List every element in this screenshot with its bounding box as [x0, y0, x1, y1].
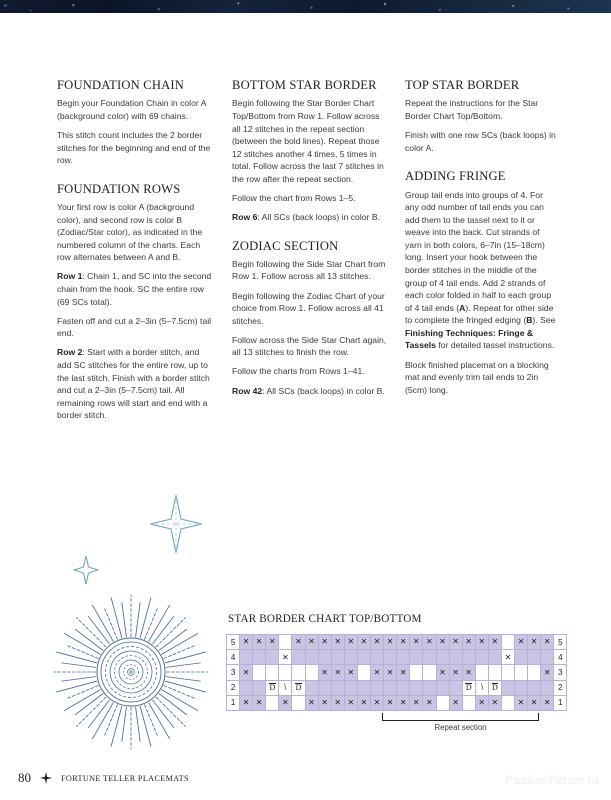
text-column-3 — [405, 78, 557, 403]
paragraph: Follow the charts from Rows 1–41. — [232, 366, 365, 377]
site-watermark: PassionForum.ru — [505, 775, 599, 787]
page-footer — [18, 770, 189, 786]
chart-cell — [436, 650, 449, 665]
chart-cell — [410, 650, 423, 665]
chart-cell: ✕ — [475, 635, 488, 650]
chart-cell — [253, 680, 266, 695]
heading-adding-fringe: ADDING FRINGE — [405, 169, 506, 184]
chart-cell — [488, 650, 501, 665]
chart-cell — [344, 680, 357, 695]
heading-zodiac-section: ZODIAC SECTION — [232, 238, 339, 253]
paragraph-row6: Row 6: All SCs (back loops) in color B. — [232, 211, 380, 222]
chart-cell: ✕ — [541, 695, 554, 710]
chart-cell: ✕ — [384, 695, 397, 710]
chart-cell: ✕ — [501, 650, 514, 665]
chart-cell: ✕ — [488, 635, 501, 650]
chart-cell: ✕ — [292, 635, 305, 650]
paragraph: This stitch count includes the 2 border stitches for the beginning and end of the row. — [57, 130, 211, 166]
chart-title: STAR BORDER CHART TOP/BOTTOM — [228, 613, 422, 625]
chart-cell — [423, 650, 436, 665]
chart-cell — [528, 650, 541, 665]
chart-cell: ✕ — [515, 635, 528, 650]
chart-cell — [318, 680, 331, 695]
heading-top-star-border: TOP STAR BORDER — [405, 78, 520, 92]
chart-cell — [384, 650, 397, 665]
chart-row — [227, 650, 567, 665]
chart-cell — [240, 650, 253, 665]
chart-cell: ✕ — [384, 665, 397, 680]
chart-cell: ✕ — [318, 695, 331, 710]
chart-cell: ✕ — [357, 635, 370, 650]
chart-cell: ✕ — [240, 695, 253, 710]
chart-cell: ✕ — [423, 635, 436, 650]
chart-cell — [515, 665, 528, 680]
chart-cell: ✕ — [344, 635, 357, 650]
chart-cell: ✕ — [462, 665, 475, 680]
four-point-star-footer-icon — [40, 772, 52, 784]
chart-cell — [462, 695, 475, 710]
chart-row-number-left: 3 — [227, 665, 240, 680]
chart-row-number-left: 4 — [227, 650, 240, 665]
chart-cell: ✕ — [318, 665, 331, 680]
chart-cell: ✕ — [449, 665, 462, 680]
chart-cell — [475, 650, 488, 665]
chart-cell — [305, 665, 318, 680]
sunburst-illustration — [52, 593, 210, 751]
chart-cell: ✕ — [397, 695, 410, 710]
page-number: 80 — [18, 770, 31, 785]
chart-cell — [331, 650, 344, 665]
chart-cell — [292, 695, 305, 710]
chart-cell: ✕ — [488, 695, 501, 710]
chart-cell: ✕ — [240, 665, 253, 680]
chart-cell: ✕ — [384, 635, 397, 650]
chart-row-number-right: 3 — [554, 665, 567, 680]
chart-cell: ✕ — [397, 635, 410, 650]
chart-cell — [357, 680, 370, 695]
chart-cell — [397, 680, 410, 695]
chart-cell: D — [292, 680, 305, 695]
chart-cell — [292, 665, 305, 680]
chart-cell — [423, 680, 436, 695]
chart-cell: ✕ — [371, 635, 384, 650]
starfield-header-strip — [0, 0, 611, 13]
chart-cell: ✕ — [253, 635, 266, 650]
chart-row — [227, 665, 567, 680]
paragraph: Your first row is color A (background color), and second row is color B (Zodiac/Star color), as indicated in the numbered column of the charts. Each row alternates between A and B. — [57, 202, 203, 263]
four-point-star-small-icon — [73, 555, 99, 585]
chart-cell: ✕ — [331, 695, 344, 710]
chart-cell — [279, 665, 292, 680]
chart-cell — [266, 650, 279, 665]
chart-row-number-left: 5 — [227, 635, 240, 650]
chart-cell: ✕ — [305, 635, 318, 650]
chart-row-number-right: 5 — [554, 635, 567, 650]
chart-cell — [528, 665, 541, 680]
chart-row-number-right: 2 — [554, 680, 567, 695]
chart-cell: ✕ — [410, 635, 423, 650]
chart-cell: ✕ — [331, 635, 344, 650]
chart-cell: ✕ — [253, 695, 266, 710]
chart-cell: D — [266, 680, 279, 695]
chart-cell: ✕ — [279, 695, 292, 710]
four-point-star-large-icon — [148, 493, 204, 555]
chart-cell: ✕ — [449, 635, 462, 650]
chart-cell — [528, 680, 541, 695]
article-columns — [57, 78, 563, 428]
paragraph-row1: Row 1: Chain 1, and SC into the second chain from the hook. SC the entire row (69 SCs total). — [57, 271, 212, 307]
chart-cell: ✕ — [515, 695, 528, 710]
heading-foundation-chain: FOUNDATION CHAIN — [57, 78, 185, 92]
chart-cell: D — [462, 680, 475, 695]
repeat-bracket — [382, 713, 539, 721]
chart-cell: ✕ — [541, 665, 554, 680]
page-canvas — [0, 13, 611, 800]
chart-cell: ✕ — [305, 695, 318, 710]
heading-bottom-star-border: BOTTOM STAR BORDER — [232, 78, 377, 92]
star-border-chart-table — [226, 634, 567, 711]
chart-cell — [488, 665, 501, 680]
decorative-star-art — [40, 493, 240, 763]
chart-row-number-left: 1 — [227, 695, 240, 710]
chart-cell: ✕ — [331, 665, 344, 680]
chart-cell: ✕ — [240, 635, 253, 650]
chart-cell — [253, 650, 266, 665]
chart-cell: ✕ — [266, 635, 279, 650]
chart-cell — [501, 695, 514, 710]
paragraph: Fasten off and cut a 2–3in (5–7.5cm) tail end. — [57, 315, 212, 339]
chart-cell: ✕ — [371, 665, 384, 680]
chart-cell — [384, 680, 397, 695]
chart-cell — [240, 680, 253, 695]
chart-cell: D — [488, 680, 501, 695]
chart-cell: ✕ — [344, 695, 357, 710]
paragraph: Begin your Foundation Chain in color A (background color) with 69 chains. — [57, 98, 206, 121]
chart-row — [227, 635, 567, 650]
repeat-section-label: Repeat section — [434, 722, 487, 732]
paragraph: Follow the chart from Rows 1–5. — [232, 192, 356, 203]
chart-cell: ✕ — [528, 635, 541, 650]
chart-cell — [449, 650, 462, 665]
chart-cell — [371, 680, 384, 695]
chart-cell: ✕ — [279, 650, 292, 665]
chart-cell — [541, 650, 554, 665]
paragraph: Begin following the Side Star Chart from Row 1. Follow across all 13 stitches. — [232, 258, 386, 282]
chart-cell — [501, 665, 514, 680]
chart-cell — [436, 695, 449, 710]
paragraph-row2: Row 2: Start with a border stitch, and add SC stitches for the entire row, up to the last stitch. Finish with a border stitch and cut a 2–3in (5–7.5cm) tail. All remaining rows will start and end with a border stitch. — [57, 347, 210, 421]
chart-cell — [449, 680, 462, 695]
chart-cell — [423, 665, 436, 680]
chart-cell — [292, 650, 305, 665]
chart-cell: ✕ — [436, 635, 449, 650]
chart-cell: ✕ — [357, 695, 370, 710]
chart-cell: ✕ — [344, 665, 357, 680]
paragraph: Block finished placemat on a blocking mat and evenly trim tail ends to 2in (5cm) long. — [405, 359, 549, 395]
chart-cell — [344, 650, 357, 665]
chart-cell: ✕ — [462, 635, 475, 650]
paragraph: Follow across the Side Star Chart again, all 13 stitches to finish the row. — [232, 334, 387, 358]
chart-cell — [266, 695, 279, 710]
corner-pixel-dot — [4, 4, 7, 7]
chart-cell: ✕ — [318, 635, 331, 650]
text-column-1 — [57, 78, 214, 428]
chart-cell — [253, 665, 266, 680]
chart-cell: ✕ — [528, 695, 541, 710]
paragraph: Repeat the instructions for the Star Border Chart Top/Bottom. — [405, 98, 539, 121]
chart-cell: ✕ — [475, 695, 488, 710]
chart-cell: ✕ — [436, 665, 449, 680]
chart-cell — [436, 680, 449, 695]
chart-cell: \ — [279, 680, 292, 695]
chart-cell — [279, 635, 292, 650]
chart-cell — [410, 680, 423, 695]
chart-row-number-right: 1 — [554, 695, 567, 710]
chart-cell — [541, 680, 554, 695]
chart-cell: \ — [475, 680, 488, 695]
chart-cell — [371, 650, 384, 665]
chart-cell — [475, 665, 488, 680]
chart-cell: ✕ — [541, 635, 554, 650]
chart-row — [227, 680, 567, 695]
chart-cell — [397, 650, 410, 665]
chart-cell: ✕ — [449, 695, 462, 710]
paragraph-fringe: Group tail ends into groups of 4. For any odd number of tail ends you can add them to the tassel next to it or weave into the back. Cut strands of yarn in both colors, 6–7in (15–18cm) long. Insert your hook between the border stitches in the middle of the group of 4 tail ends. Add 2 strands of each color folded in half to each group of 4 tail ends (A). Repeat for other side to complete the fringed edging (B). See Finishing Techniques: Fringe & Tassels for detailed tassel instructions. — [405, 189, 556, 351]
chart-cell — [357, 650, 370, 665]
chart-cell — [305, 680, 318, 695]
chart-cell — [410, 665, 423, 680]
chart-cell — [266, 665, 279, 680]
chart-cell: ✕ — [410, 695, 423, 710]
text-column-2 — [232, 78, 387, 404]
chart-cell: ✕ — [397, 665, 410, 680]
chart-cell: ✕ — [423, 695, 436, 710]
chart-cell — [515, 680, 528, 695]
heading-foundation-rows: FOUNDATION ROWS — [57, 181, 181, 196]
paragraph: Begin following the Zodiac Chart of your choice from Row 1. Follow across all 41 stitches. — [232, 290, 385, 326]
chart-row-number-left: 2 — [227, 680, 240, 695]
footer-section-title: FORTUNE TELLER PLACEMATS — [61, 773, 189, 783]
chart-cell — [501, 635, 514, 650]
chart-cell — [515, 650, 528, 665]
chart-cell — [331, 680, 344, 695]
chart-row-number-right: 4 — [554, 650, 567, 665]
paragraph: Begin following the Star Border Chart Top/Bottom from Row 1. Follow across all 12 stitches in the repeat section (between the bold lines). Repeat those 12 stitches another 4 times, 5 times in total. Follow across the last 7 stitches in the row after the repeat section. — [232, 98, 384, 184]
star-border-chart-block — [226, 613, 586, 732]
paragraph-row42: Row 42: All SCs (back loops) in color B. — [232, 385, 385, 396]
paragraph: Finish with one row SCs (back loops) in color A. — [405, 130, 556, 153]
chart-cell — [357, 665, 370, 680]
chart-cell — [318, 650, 331, 665]
chart-cell — [305, 650, 318, 665]
chart-cell — [501, 680, 514, 695]
chart-cell: ✕ — [371, 695, 384, 710]
chart-cell — [462, 650, 475, 665]
chart-row — [227, 695, 567, 710]
